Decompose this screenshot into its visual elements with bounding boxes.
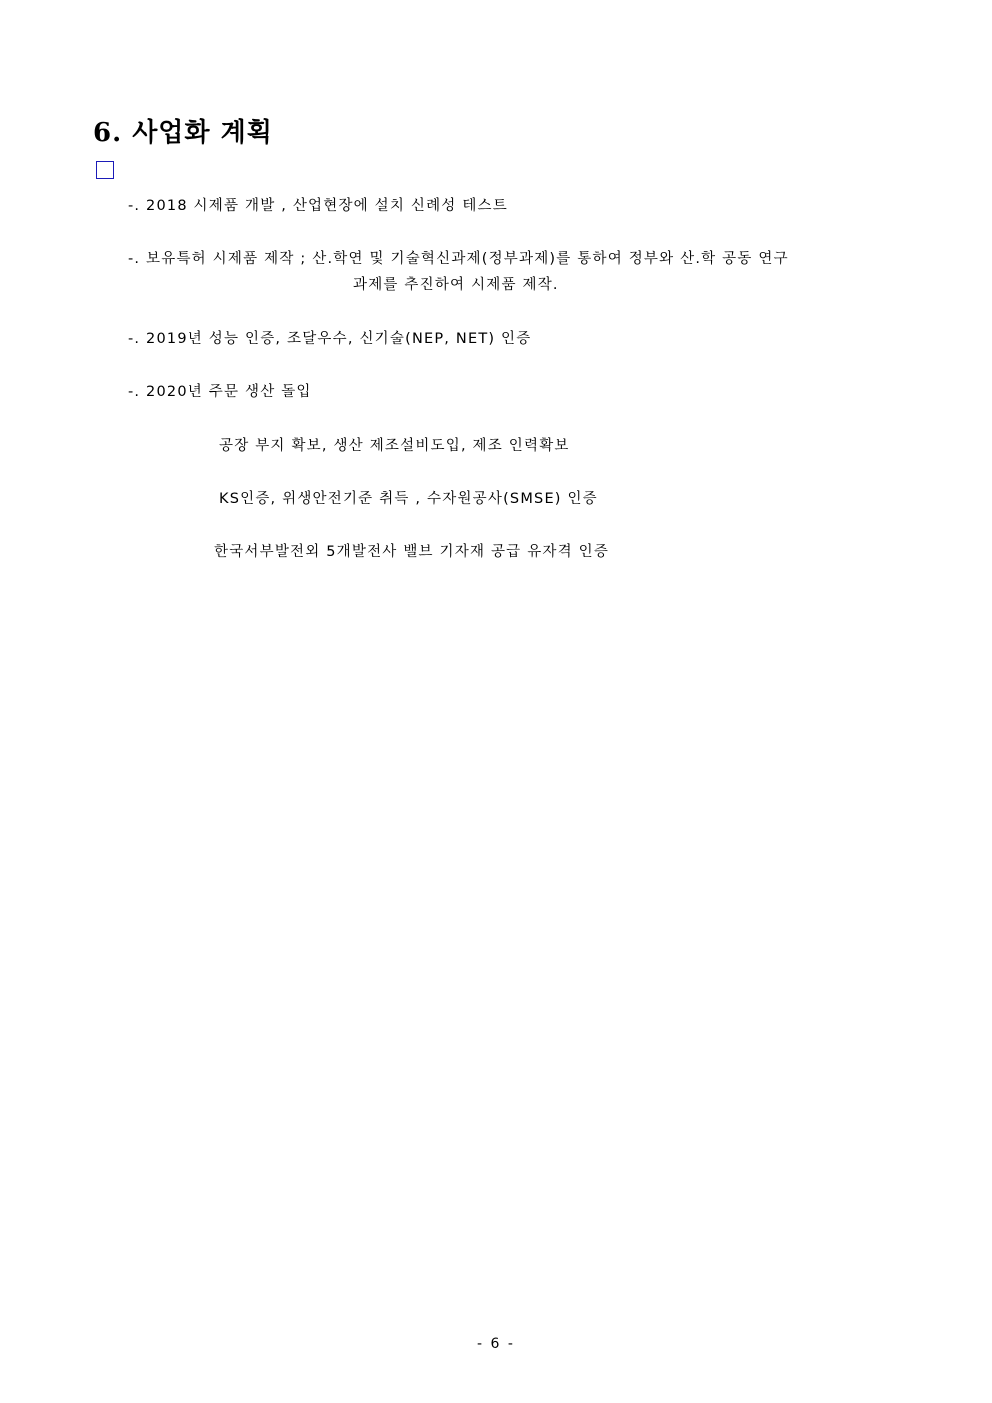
section-title: 6. 사업화 계획 — [93, 118, 273, 148]
plan-item-2018: -. 2018 시제품 개발 , 산업현장에 설치 신례성 테스트 — [128, 198, 508, 214]
page-number: - 6 - — [477, 1336, 515, 1352]
subitem-supplier-qualification: 한국서부발전외 5개발전사 밸브 기자재 공급 유자격 인증 — [214, 544, 610, 560]
subitem-factory: 공장 부지 확보, 생산 제조설비도입, 제조 인력확보 — [219, 438, 570, 454]
plan-item-prototype-continued: 과제를 추진하여 시제품 제작. — [353, 277, 559, 293]
plan-item-2019: -. 2019년 성능 인증, 조달우수, 신기술(NEP, NET) 인증 — [128, 331, 532, 347]
plan-item-2020: -. 2020년 주문 생산 돌입 — [128, 384, 312, 400]
subitem-certification: KS인증, 위생안전기준 취득 , 수자원공사(SMSE) 인증 — [219, 491, 598, 507]
checkbox-empty[interactable] — [96, 161, 114, 179]
plan-item-prototype: -. 보유특허 시제품 제작 ; 산.학연 및 기술혁신과제(정부과제)를 통하여 정부와 산.학 공동 연구 — [128, 251, 789, 267]
